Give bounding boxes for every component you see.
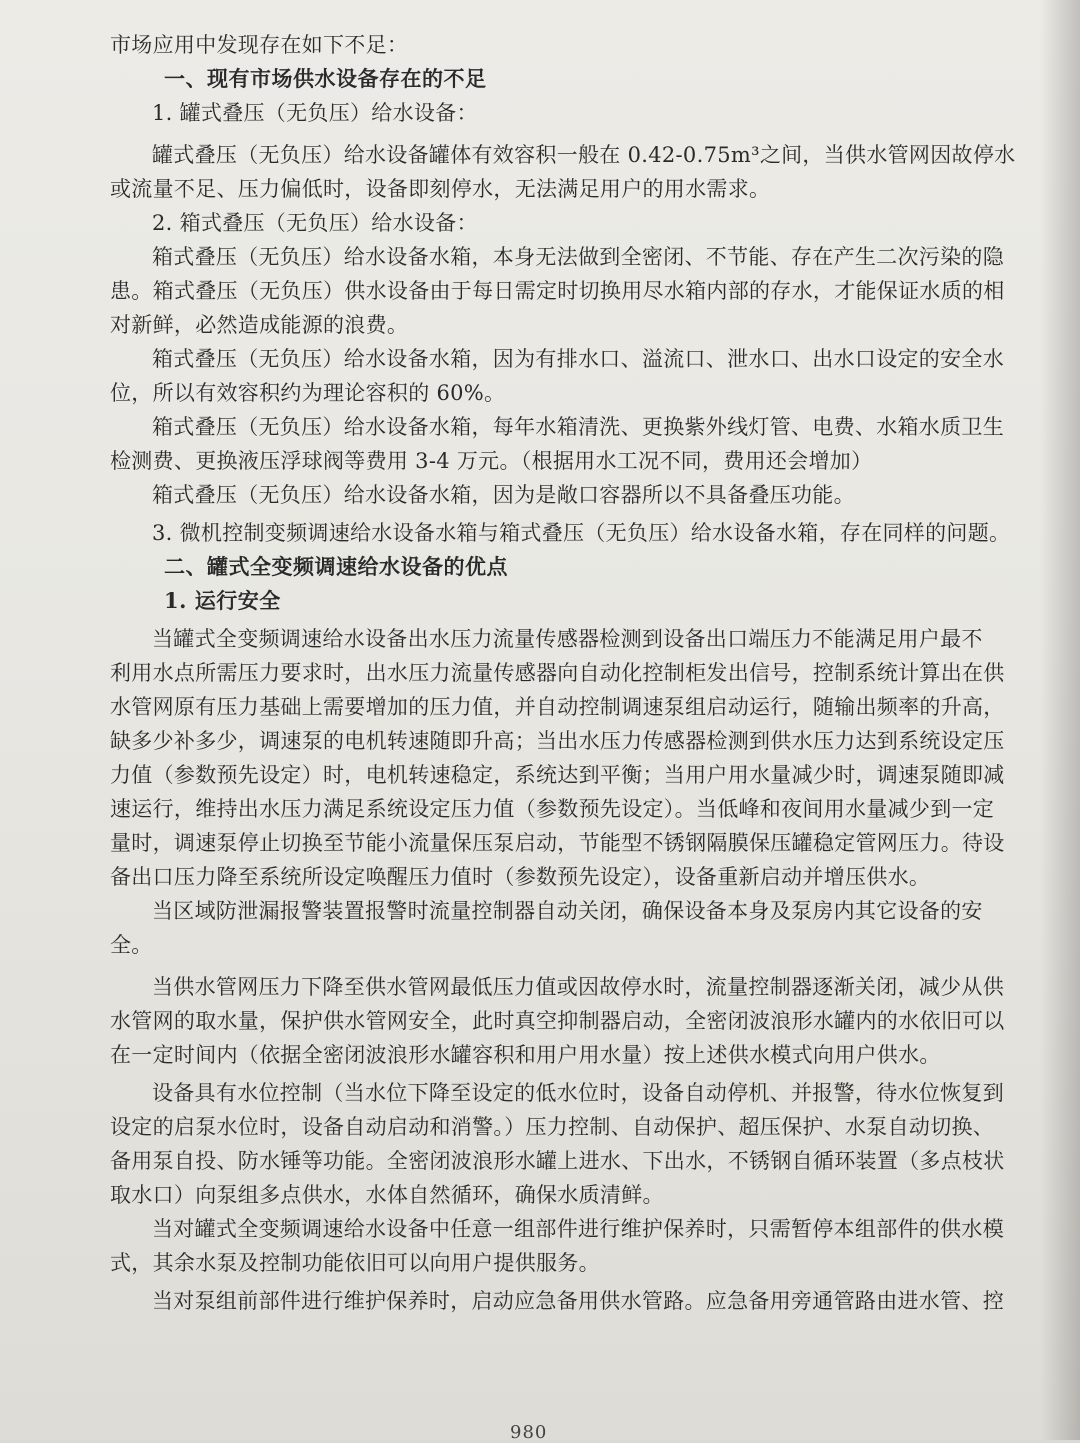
text-line: 备出口压力降至系统所设定唤醒压力值时（参数预先设定），设备重新启动并增压供水。 (110, 865, 931, 889)
text-line: 2. 箱式叠压（无负压）给水设备： (152, 211, 478, 235)
text-line: 设定的启泵水位时，设备自动启动和消警。）压力控制、自动保护、超压保护、水泵自动切换、 (110, 1115, 995, 1139)
line-gap (110, 130, 1010, 138)
text-line: 速运行，维持出水压力满足系统设定压力值（参数预先设定）。当低峰和夜间用水量减少到一定 (110, 797, 995, 821)
text-line: 罐式叠压（无负压）给水设备罐体有效容积一般在 0.42-0.75m³之间，当供水管网因故停水 (152, 143, 1016, 167)
text-line: 患。箱式叠压（无负压）供水设备由于每日需定时切换用尽水箱内部的存水，才能保证水质的相 (110, 279, 1005, 303)
document-body (110, 28, 1016, 1318)
line-gap (110, 962, 1010, 970)
text-line: 当区域防泄漏报警装置报警时流量控制器自动关闭，确保设备本身及泵房内其它设备的安 (152, 899, 983, 923)
text-line: 位，所以有效容积约为理论容积的 60%。 (110, 381, 506, 405)
text-line: 水管网原有压力基础上需要增加的压力值，并自动控制调速泵组启动运行，随输出频率的升高， (110, 695, 1005, 719)
text-line: 设备具有水位控制（当水位下降至设定的低水位时，设备自动停机、并报警，待水位恢复到 (152, 1081, 1004, 1105)
text-line: 在一定时间内（依据全密闭波浪形水罐容积和用户用水量）按上述供水模式向用户供水。 (110, 1043, 941, 1067)
text-line: 对新鲜，必然造成能源的浪费。 (110, 313, 409, 337)
text-line: 取水口）向泵组多点供水，水体自然循环，确保水质清鲜。 (110, 1183, 664, 1207)
text-line: 箱式叠压（无负压）给水设备水箱，因为有排水口、溢流口、泄水口、出水口设定的安全水 (152, 347, 1004, 371)
text-line: 当罐式全变频调速给水设备出水压力流量传感器检测到设备出口端压力不能满足用户最不 (152, 627, 983, 651)
page-number: 980 (510, 1422, 548, 1443)
text-line: 水管网的取水量，保护供水管网安全，此时真空抑制器启动，全密闭波浪形水罐内的水依旧可以 (110, 1009, 1005, 1033)
text-line: 1. 罐式叠压（无负压）给水设备： (152, 101, 478, 125)
section-heading: 1. 运行安全 (164, 588, 281, 613)
text-line: 当对泵组前部件进行维护保养时，启动应急备用供水管路。应急备用旁通管路由进水管、控 (152, 1289, 1004, 1313)
text-line: 市场应用中发现存在如下不足： (110, 33, 409, 57)
text-line: 备用泵自投、防水锤等功能。全密闭波浪形水罐上进水、下出水，不锈钢自循环装置（多点枝状 (110, 1149, 1005, 1173)
text-line: 缺多少补多少，调速泵的电机转速随即升高；当出水压力传感器检测到供水压力达到系统设定压 (110, 729, 1005, 753)
text-line: 3. 微机控制变频调速给水设备水箱与箱式叠压（无负压）给水设备水箱，存在同样的问题。 (152, 521, 1011, 545)
text-line: 量时，调速泵停止切换至节能小流量保压泵启动，节能型不锈钢隔膜保压罐稳定管网压力。待设 (110, 831, 1005, 855)
section-heading: 一、现有市场供水设备存在的不足 (164, 66, 487, 91)
text-line: 当供水管网压力下降至供水管网最低压力值或因故停水时，流量控制器逐渐关闭，减少从供 (152, 975, 1004, 999)
text-line: 利用水点所需压力要求时，出水压力流量传感器向自动化控制柜发出信号，控制系统计算出在供 (110, 661, 1005, 685)
text-line: 检测费、更换液压浮球阀等费用 3-4 万元。（根据用水工况不同，费用还会增加） (110, 449, 873, 473)
text-line: 当对罐式全变频调速给水设备中任意一组部件进行维护保养时，只需暂停本组部件的供水模 (152, 1217, 1004, 1241)
text-line: 箱式叠压（无负压）给水设备水箱，因为是敞口容器所以不具备叠压功能。 (152, 483, 855, 507)
text-line: 箱式叠压（无负压）给水设备水箱，每年水箱清洗、更换紫外线灯管、电费、水箱水质卫生 (152, 415, 1004, 439)
text-line: 式，其余水泵及控制功能依旧可以向用户提供服务。 (110, 1251, 600, 1275)
section-heading: 二、罐式全变频调速给水设备的优点 (164, 554, 508, 579)
text-line: 或流量不足、压力偏低时，设备即刻停水，无法满足用户的用水需求。 (110, 177, 771, 201)
text-line: 全。 (110, 933, 153, 957)
text-line: 力值（参数预先设定）时，电机转速稳定，系统达到平衡；当用户用水量减少时，调速泵随即减 (110, 763, 1005, 787)
text-line: 箱式叠压（无负压）给水设备水箱，本身无法做到全密闭、不节能、存在产生二次污染的隐 (152, 245, 1004, 269)
